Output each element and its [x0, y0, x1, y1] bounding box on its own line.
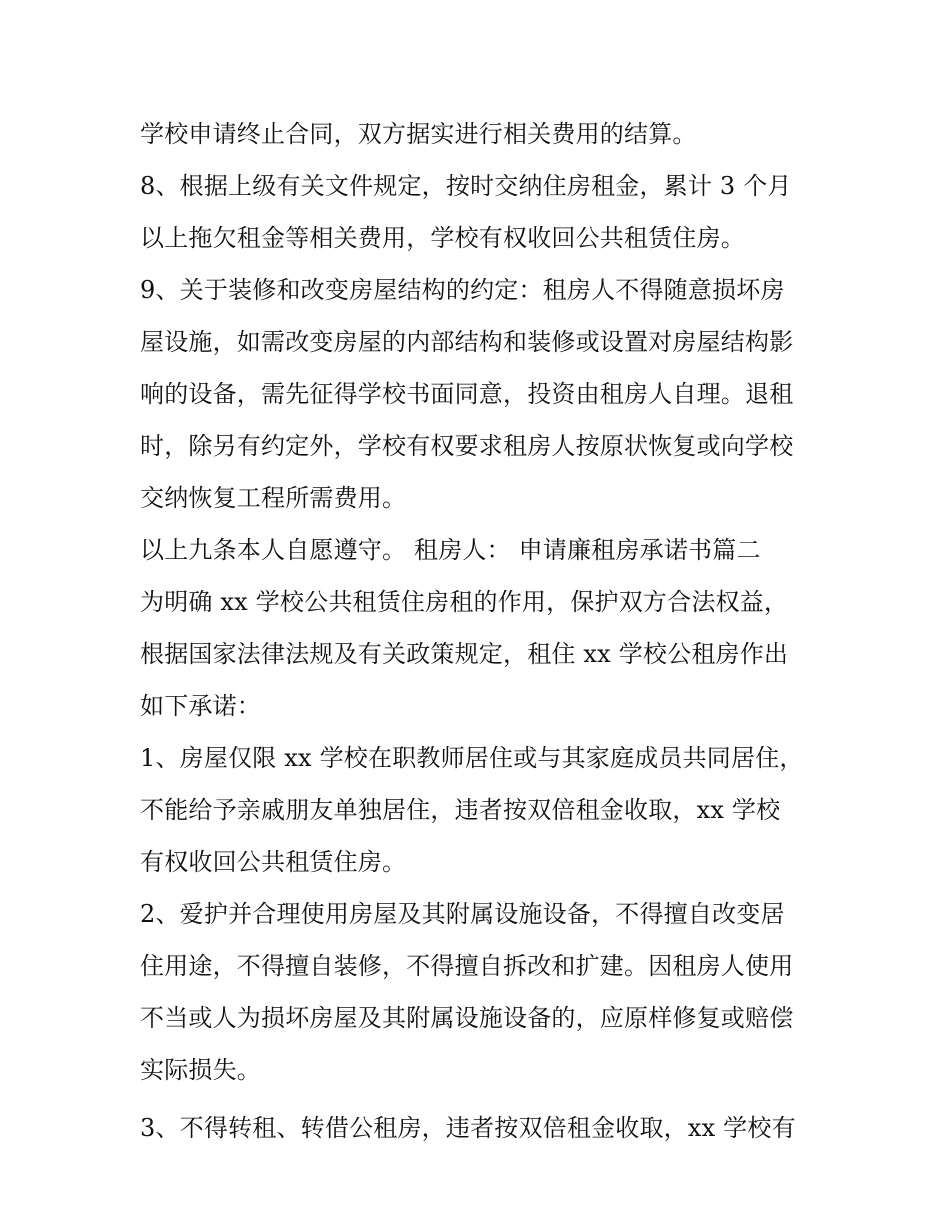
text-line: 以上九条本人自愿遵守。 租房人： 申请廉租房承诺书篇二 — [140, 536, 761, 564]
text-line: 根据国家法律法规及有关政策规定，租住 xx 学校公租房作出 — [140, 640, 789, 668]
text-line: 屋设施，如需改变房屋的内部结构和装修或设置对房屋结构影 — [140, 328, 794, 356]
text-line: 以上拖欠租金等相关费用，学校有权收回公共租赁住房。 — [140, 224, 745, 252]
text-line: 学校申请终止合同，双方据实进行相关费用的结算。 — [140, 120, 697, 148]
text-line: 响的设备，需先征得学校书面同意，投资由租房人自理。退租 — [140, 380, 794, 408]
text-line: 不当或人为损坏房屋及其附属设施设备的，应原样修复或赔偿 — [140, 1004, 794, 1032]
text-line: 如下承诺： — [140, 692, 261, 720]
text-line: 1、房屋仅限 xx 学校在职教师居住或与其家庭成员共同居住， — [140, 744, 804, 772]
text-line: 交纳恢复工程所需费用。 — [140, 484, 407, 512]
text-line: 住用途，不得擅自装修，不得擅自拆改和扩建。因租房人使用 — [140, 952, 794, 980]
text-line: 3、不得转租、转借公租房，违者按双倍租金收取，xx 学校有 — [140, 1114, 796, 1142]
text-line: 不能给予亲戚朋友单独居住，违者按双倍租金收取，xx 学校 — [140, 796, 781, 824]
text-line: 为明确 xx 学校公共租赁住房租的作用，保护双方合法权益， — [140, 588, 789, 616]
text-line: 有权收回公共租赁住房。 — [140, 848, 407, 876]
text-line: 时，除另有约定外，学校有权要求租房人按原状恢复或向学校 — [140, 432, 794, 460]
document-body — [140, 108, 820, 1154]
text-line: 2、爱护并合理使用房屋及其附属设施设备，不得擅自改变居 — [140, 900, 785, 928]
text-line: 实际损失。 — [140, 1056, 261, 1084]
text-line: 9、关于装修和改变房屋结构的约定：租房人不得随意损坏房 — [140, 276, 785, 304]
text-line: 8、根据上级有关文件规定，按时交纳住房租金，累计 3 个月 — [140, 172, 792, 200]
